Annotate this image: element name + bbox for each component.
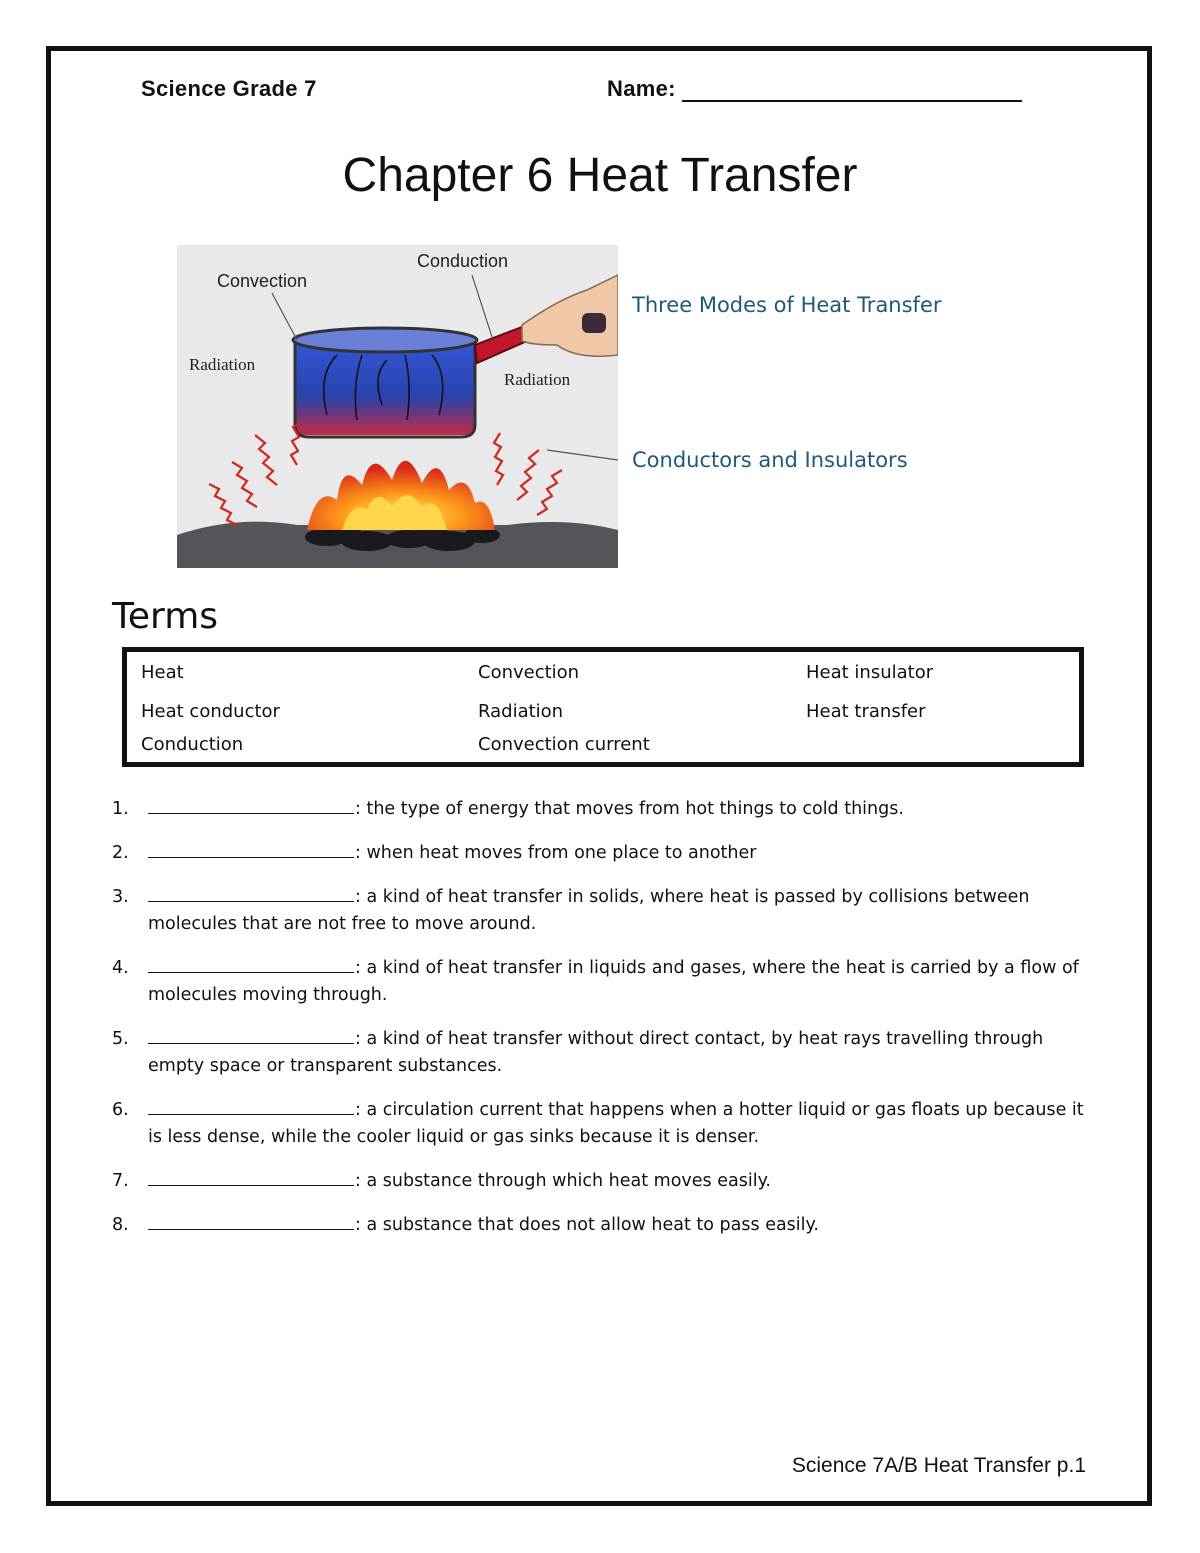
- definition-item: [112, 1026, 1092, 1080]
- term-item: Heat transfer: [806, 701, 926, 722]
- answer-blank[interactable]: [148, 884, 354, 902]
- definition-item: [112, 955, 1092, 1009]
- definition-text: : a substance through which heat moves easily.: [355, 1171, 771, 1191]
- definition-text: : a circulation current that happens when a hotter liquid or gas floats up because it is less dense, while the cooler liquid or gas sinks because it is denser.: [148, 1100, 1084, 1147]
- term-item: Heat: [141, 662, 184, 683]
- definition-item: [112, 1212, 1092, 1239]
- definition-text: : a kind of heat transfer without direct contact, by heat rays travelling through empty space or transparent substances.: [148, 1029, 1044, 1076]
- definitions-list: [112, 796, 1092, 1256]
- definition-item: [112, 796, 1092, 823]
- term-item: Radiation: [478, 701, 564, 722]
- definition-text: : a kind of heat transfer in solids, where heat is passed by collisions between molecules that are not free to move around.: [148, 887, 1030, 934]
- answer-blank[interactable]: [148, 796, 354, 814]
- term-item: Conduction: [141, 734, 244, 755]
- radiation-left-label: Radiation: [189, 355, 256, 374]
- definition-text: : a substance that does not allow heat to pass easily.: [355, 1215, 819, 1235]
- convection-label: Convection: [217, 271, 308, 291]
- item-number: 2.: [112, 843, 129, 863]
- definition-item: [112, 1168, 1092, 1195]
- conductors-heading: Conductors and Insulators: [632, 448, 908, 472]
- modes-heading: Three Modes of Heat Transfer: [632, 293, 942, 317]
- definition-text: : a kind of heat transfer in liquids and gases, where the heat is carried by a flow of molecules moving through.: [148, 958, 1079, 1005]
- answer-blank[interactable]: [148, 1026, 354, 1044]
- item-number: 7.: [112, 1171, 129, 1191]
- terms-heading: Terms: [112, 596, 219, 637]
- answer-blank[interactable]: [148, 1212, 354, 1230]
- page-footer: Science 7A/B Heat Transfer p.1: [791, 1454, 1086, 1477]
- answer-blank[interactable]: [148, 1168, 354, 1186]
- item-number: 3.: [112, 887, 129, 907]
- term-item: Heat insulator: [806, 662, 934, 683]
- item-number: 4.: [112, 958, 129, 978]
- radiation-right-label: Radiation: [504, 370, 571, 389]
- definition-item: [112, 1097, 1092, 1151]
- course-label: Science Grade 7: [141, 76, 317, 101]
- definition-text: : the type of energy that moves from hot things to cold things.: [355, 799, 904, 819]
- item-number: 5.: [112, 1029, 129, 1049]
- answer-blank[interactable]: [148, 840, 354, 858]
- terms-word-bank: [122, 647, 1084, 767]
- term-item: Convection current: [478, 734, 650, 755]
- page-title: Chapter 6 Heat Transfer: [342, 149, 858, 202]
- term-item: Heat conductor: [141, 701, 280, 722]
- name-label: Name:: [607, 76, 676, 101]
- answer-blank[interactable]: [148, 1097, 354, 1115]
- item-number: 6.: [112, 1100, 129, 1120]
- answer-blank[interactable]: [148, 955, 354, 973]
- pot-over-fire-drawing: [177, 245, 618, 568]
- definition-item: [112, 840, 1092, 867]
- heat-transfer-illustration: [177, 245, 618, 568]
- term-item: Convection: [478, 662, 580, 683]
- item-number: 1.: [112, 799, 129, 819]
- definition-item: [112, 884, 1092, 938]
- conduction-label: Conduction: [417, 251, 509, 271]
- name-field[interactable]: [607, 76, 1022, 102]
- name-blank-line[interactable]: [682, 78, 1022, 102]
- item-number: 8.: [112, 1215, 129, 1235]
- definition-text: : when heat moves from one place to another: [355, 843, 757, 863]
